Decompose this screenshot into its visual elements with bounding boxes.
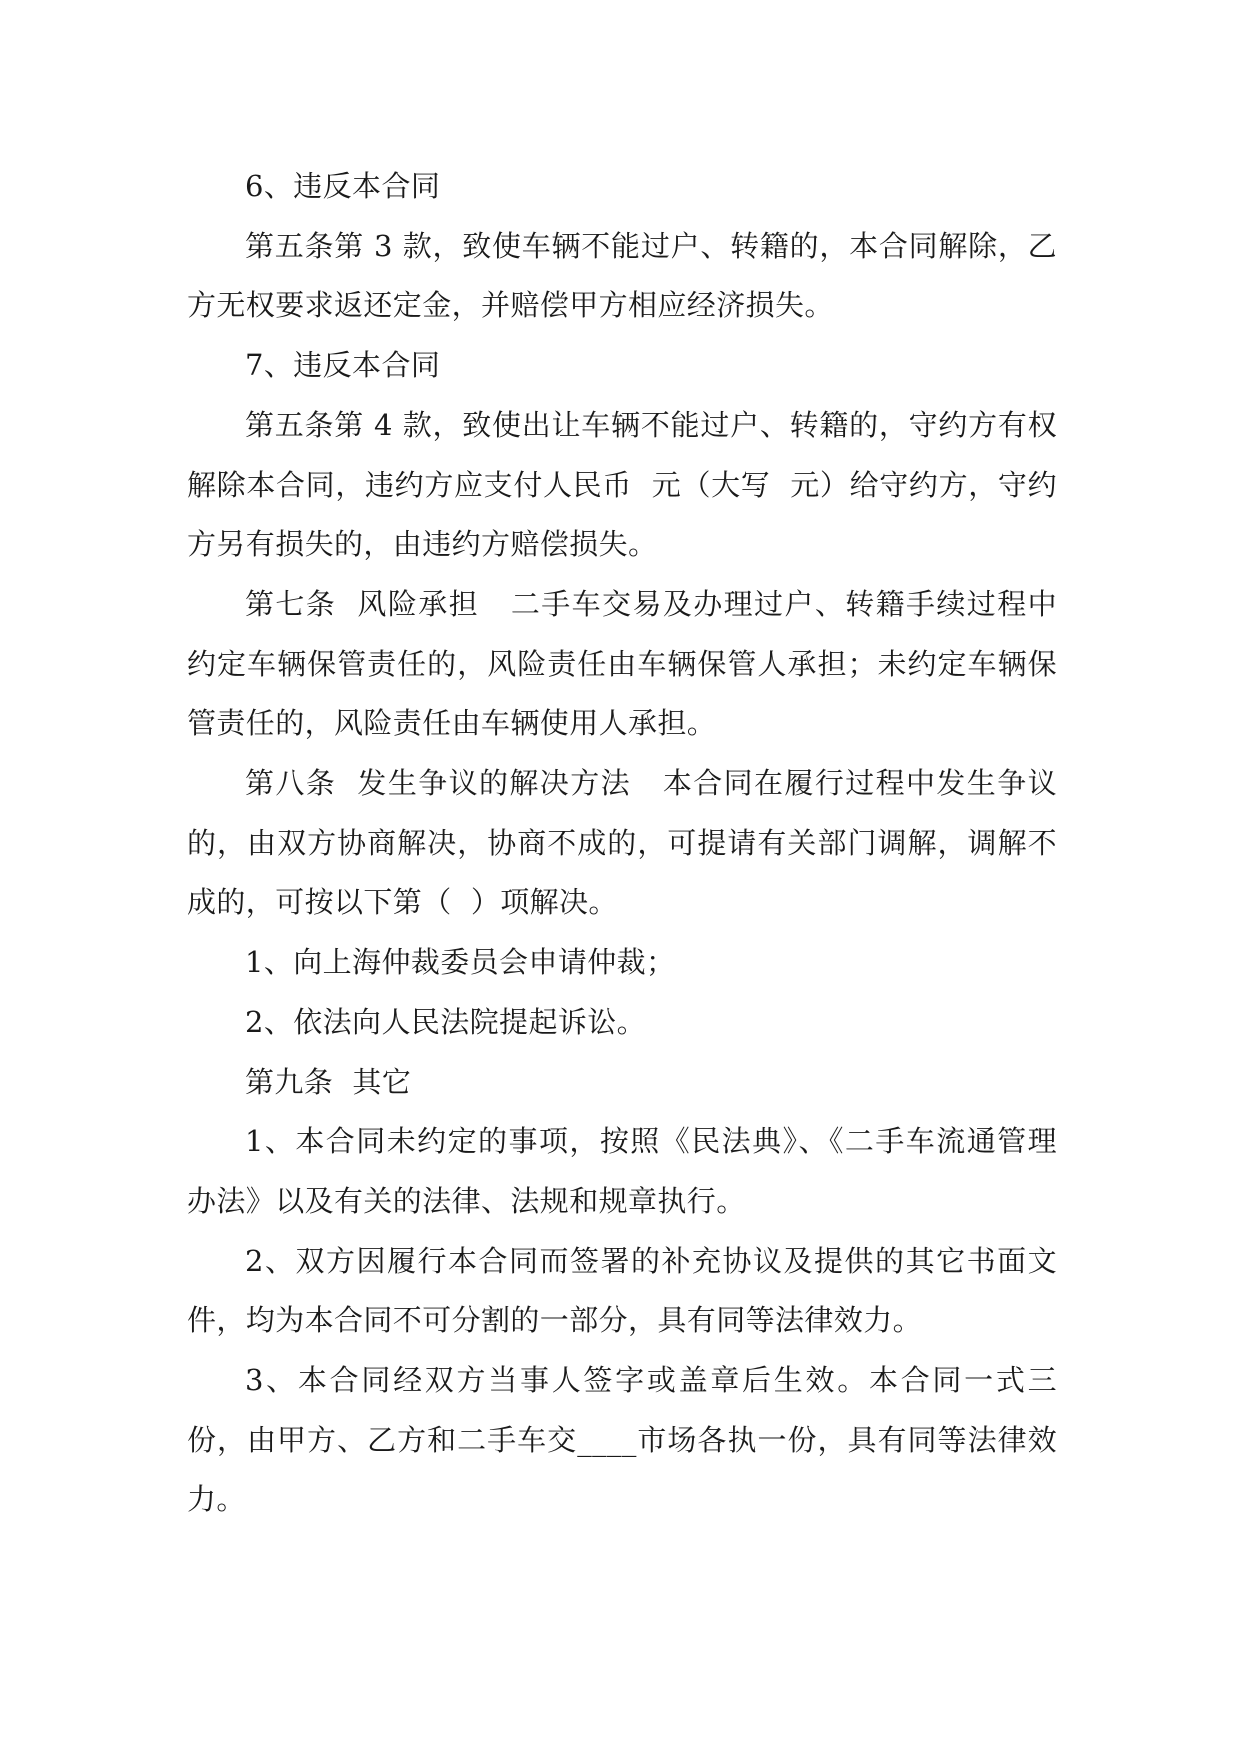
paragraph-article-9-item-1: 1、本合同未约定的事项，按照《民法典》、《二手车流通管理办法》以及有关的法律、法规和规章执行。 xyxy=(187,1124,1057,1218)
paragraph-dispute-option-2: 2、依法向人民法院提起诉讼。 xyxy=(245,1004,647,1039)
paragraph-dispute-option-1: 1、向上海仲裁委员会申请仲裁； xyxy=(245,945,676,980)
paragraph-article-8-dispute: 第八条 发生争议的解决方法 本合同在履行过程中发生争议的，由双方协商解决，协商不成的，可提请有关部门调解，调解不成的，可按以下第（ ）项解决。 xyxy=(187,766,1057,920)
paragraph-article-9-heading: 第九条 其它 xyxy=(245,1064,412,1099)
paragraph-clause-7-body: 第五条第 4 款，致使出让车辆不能过户、转籍的，守约方有权解除本合同，违约方应支付人民币 元（大写 元）给守约方，守约方另有损失的，由违约方赔偿损失。 xyxy=(187,407,1057,562)
paragraph-article-9-item-3: 3、本合同经双方当事人签字或盖章后生效。本合同一式三份，由甲方、乙方和二手车交____市场各执一份，具有同等法律效力。 xyxy=(187,1363,1057,1517)
paragraph-clause-6-heading: 6、违反本合同 xyxy=(245,169,441,203)
paragraph-article-7-risk: 第七条 风险承担 二手车交易及办理过户、转籍手续过程中约定车辆保管责任的，风险责任由车辆保管人承担；未约定车辆保管责任的，风险责任由车辆使用人承担。 xyxy=(187,586,1057,741)
paragraph-clause-6-body: 第五条第 3 款，致使车辆不能过户、转籍的，本合同解除，乙方无权要求返还定金，并赔偿甲方相应经济损失。 xyxy=(187,228,1057,323)
paragraph-article-9-item-2: 2、双方因履行本合同而签署的补充协议及提供的其它书面文件，均为本合同不可分割的一部分，具有同等法律效力。 xyxy=(187,1243,1057,1338)
paragraph-clause-7-heading: 7、违反本合同 xyxy=(245,348,441,383)
document-body xyxy=(187,157,1057,1530)
